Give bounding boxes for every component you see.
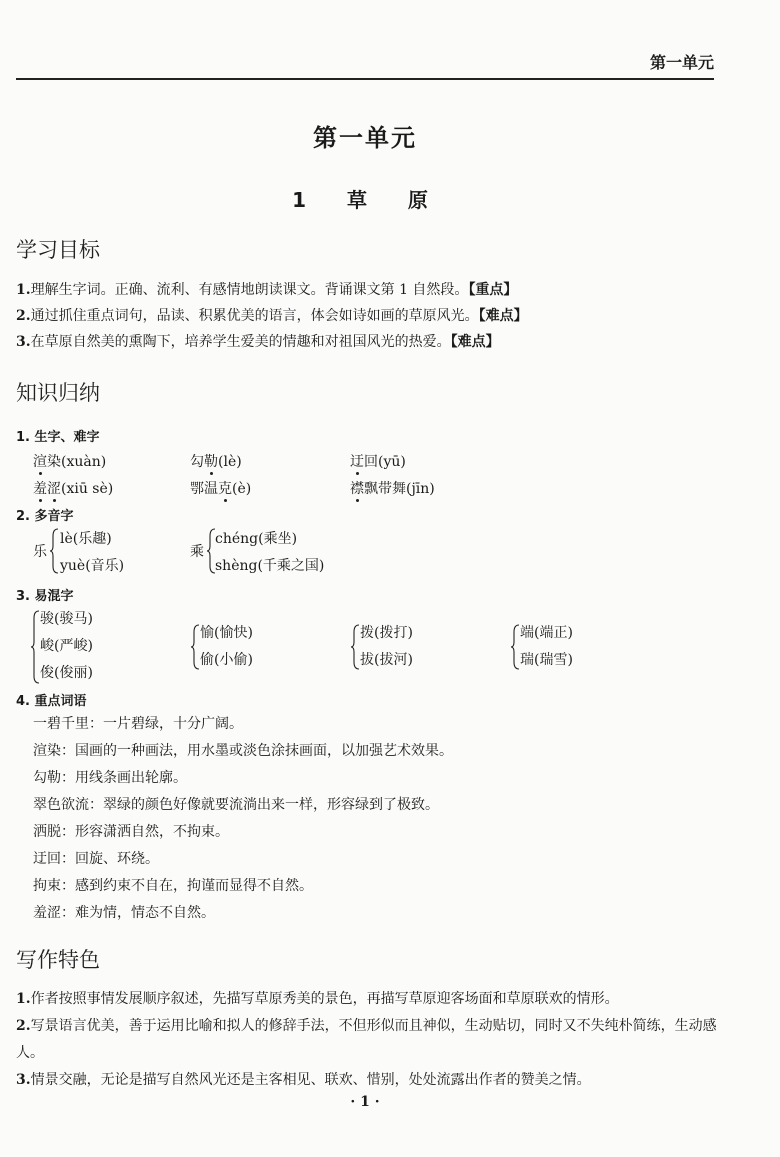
subheading-new-words: 1. 生字、难字: [16, 430, 100, 445]
feature-item: 3.情景交融，无论是描写自然风光还是主客相见、联欢、惜别，处处流露出作者的赞美之情。: [16, 1072, 591, 1088]
goals-list: [16, 277, 716, 355]
goal-item: 3.在草原自然美的熏陶下，培养学生爱美的情趣和对祖国风光的热爱。【难点】: [16, 334, 500, 350]
vocab-item: 一碧千里：一片碧绿，十分广阔。: [33, 716, 243, 732]
subheading-vocab: 4. 重点词语: [16, 694, 87, 709]
subheading-polyphones: 2. 多音字: [16, 509, 74, 524]
goal-item: 2.通过抓住重点词句，品读、积累优美的语言，体会如诗如画的草原风光。【难点】: [16, 308, 528, 324]
features-list: [16, 986, 718, 1094]
vocab-item: 拘束：感到约束不自在，拘谨而显得不自然。: [33, 878, 313, 894]
feature-item: 1.作者按照事情发展顺序叙述，先描写草原秀美的景色，再描写草原迎客场面和草原联欢的情形。: [16, 991, 619, 1007]
vocab-item: 渲染：国画的一种画法，用水墨或淡色涂抹画面，以加强艺术效果。: [33, 743, 453, 759]
vocab-item: 勾勒：用线条画出轮廓。: [33, 770, 187, 786]
subheading-confusables: 3. 易混字: [16, 589, 74, 604]
vocab-item: 洒脱：形容潇洒自然，不拘束。: [33, 824, 229, 840]
vocab-list: [33, 711, 723, 927]
brace-icon: [49, 528, 59, 574]
unit-title: 第一单元: [313, 124, 417, 152]
section-title-knowledge: 知识归纳: [16, 381, 100, 405]
vocab-item: 羞涩：难为情，情态不自然。: [33, 905, 215, 921]
running-head-label: 第一单元: [649, 53, 714, 72]
word-item: 羞涩(xiū sè): [33, 481, 114, 497]
vocab-item: 迂回：回旋、环绕。: [33, 851, 159, 867]
page-number: · 1 ·: [350, 1094, 380, 1110]
brace-icon: [350, 624, 360, 670]
section-title-goals: 学习目标: [16, 238, 100, 262]
textbook-page: 第一单元 第一单元 1 草 原 学习目标 1.理解生字词。正确、流利、有感情地朗读课文。背诵课文第 1 自然段。【重点】 2.通过抓住重点词句，品读、积累优美的语言，体会如诗如画的草原风光。【难点】 3.在草原自然美的熏陶下，培养学生爱美的情趣和对祖国风光的热爱。【难点】 知识归纳 1. 生字、难字 渲染(xuàn) 勾勒(lè) 迂回(yū) 羞涩(xiū sè) 鄂温克(è) 襟飘带舞(jīn) 2. 多音字 乐 lè(乐趣) yuè(音乐) 乘 chéng(乘坐) shèng(千乘之国) 3. 易混字 骏(骏马) 峻(严峻) 俊(俊丽) 愉(愉快) 偷(小偷) 拨(拨打) 拔(拔河) 端(端正) 瑞(瑞雪) 4. 重点词语 一碧千里：一片碧绿，十分广阔。 渲染：国画的一种画法，用水墨或淡色涂抹画面，以加强艺术效果。 勾勒：用线条画出轮廓。 翠色欲流：翠绿的颜色好像就要流淌出来一样，形容绿到了极致。 洒脱：形容潇洒自然，不拘束。 迂回：回旋、环绕。 拘束：感到约束不自在，拘谨而显得不自然。 羞涩：难为情，情态不自然。 写作特色 1.作者按照事情发展顺序叙述，先描写草原秀美的景色，再描写草原迎客场面和草原联欢的情形。 2.写景语言优美，善于运用比喻和拟人的修辞手法，不但形似而且神似，生动贴切，同时又不失纯朴简练，生动感人。 3.情景交融，无论是描写自然风光还是主客相见、联欢、惜别，处处流露出作者的赞美之情。 · 1 ·: [0, 0, 780, 1157]
word-item: 襟飘带舞(jīn): [350, 481, 435, 497]
word-item: 勾勒(lè): [190, 454, 242, 470]
brace-icon: [510, 624, 520, 670]
brace-icon: [190, 624, 200, 670]
running-header: [16, 44, 714, 80]
goal-item: 1.理解生字词。正确、流利、有感情地朗读课文。背诵课文第 1 自然段。【重点】: [16, 282, 518, 298]
brace-icon: [30, 610, 40, 684]
section-title-features: 写作特色: [16, 948, 100, 972]
word-item: 渲染(xuàn): [33, 454, 107, 470]
word-item: 迂回(yū): [350, 454, 406, 470]
word-item: 鄂温克(è): [190, 481, 252, 497]
lesson-title: 1 草 原: [292, 188, 438, 212]
vocab-item: 翠色欲流：翠绿的颜色好像就要流淌出来一样，形容绿到了极致。: [33, 797, 439, 813]
feature-item: 2.写景语言优美，善于运用比喻和拟人的修辞手法，不但形似而且神似，生动贴切，同时又不失纯朴简练，生动感人。: [16, 1018, 717, 1061]
